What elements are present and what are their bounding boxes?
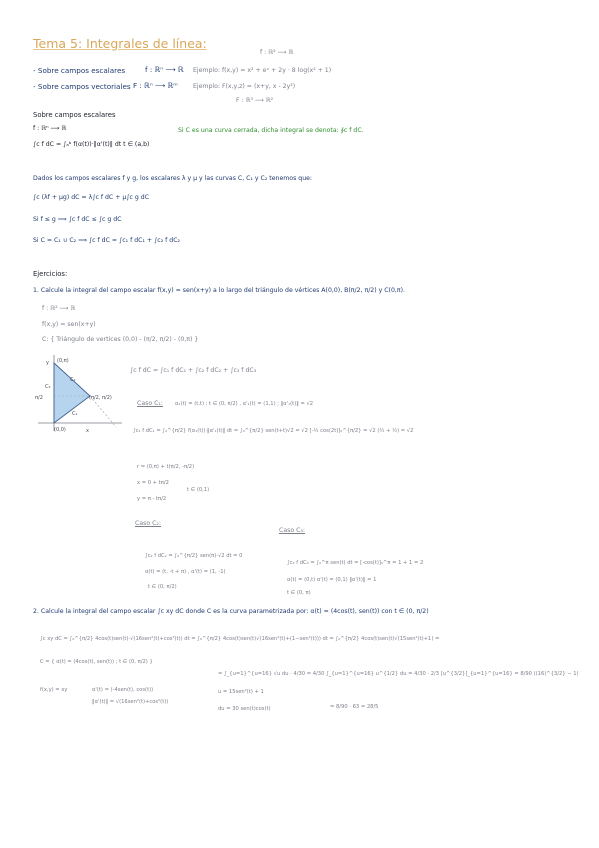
bullet-scalar-fields: - Sobre campos escalares bbox=[33, 66, 126, 75]
line-r: r = (0,π) + t(π/2, -π/2) bbox=[137, 464, 195, 470]
exercise-2-result: = 8/90 · 63 = 28/5 bbox=[330, 704, 379, 710]
scalar-heading: Sobre campos escalares bbox=[33, 111, 116, 119]
case-c1-integral: ∫c₁ f dC₁ = ∫₀^{π/2} f(α₁(t))·‖α'₁(t)‖ dt = ∫₀^{π/2} sen(t+t)√2 = √2 [-½ cos(2t)]₀^{π/2} = √2 (½ + ½) = √2 bbox=[133, 428, 414, 434]
bullet-vector-fields: - Sobre campos vectoriales bbox=[33, 82, 131, 91]
bullet-scalar-map: f : ℝⁿ ⟶ ℝ bbox=[145, 65, 184, 74]
property-linearity: ∫c (λf + μg) dC = λ∫c f dC + μ∫c g dC bbox=[33, 194, 150, 201]
label-c1: C₁ bbox=[72, 411, 78, 417]
line-x: x = 0 + tπ/2 bbox=[137, 480, 169, 486]
closed-curve-note: Si C es una curva cerrada, dicha integral se denota: ∮c f dC. bbox=[178, 127, 364, 134]
exercise-2-substitution: = ∫_{u=1}^{u=16} √u du · 4/30 = 4/30 ∫_{u=1}^{u=16} u^{1/2} du = 4/30 · 2/3 [u^{3/2}]_{u=1}^{u=16} = 8/90 ((16)^{3/2} − 1) bbox=[218, 671, 579, 677]
line-y: y = π - tπ/2 bbox=[137, 496, 167, 502]
bottom-map-note: F : ℝ³ ⟶ ℝ² bbox=[236, 97, 274, 104]
scalar-formula: ∫c f dC = ∫ₐᵇ f(α(t))·‖α'(t)‖ dt t ∈ (a,b) bbox=[33, 141, 150, 148]
property-monotonicity: Si f ≤ g ⟹ ∫c f dC ≤ ∫c g dC bbox=[33, 216, 122, 223]
case-c2-integral: ∫c₂ f dC₂ = ∫₀^{π/2} sen(π)·√2 dt = 0 bbox=[145, 553, 243, 559]
exercise-1-field: f(x,y) = sen(x+y) bbox=[42, 321, 96, 328]
exercise-1-statement: 1. Calcule la integral del campo escalar f(x,y) = sen(x+y) a lo largo del triángulo de vértices A(0,0), B(π/2, π/2) y C(0,π). bbox=[33, 287, 405, 294]
label-pi2: π/2 bbox=[35, 395, 43, 401]
case-c3-param: α(t) = (0,t) α'(t) = (0,1) ‖α'(t)‖ = 1 bbox=[287, 577, 377, 583]
line-t: t ∈ (0,1) bbox=[187, 487, 210, 493]
label-c3: C₃ bbox=[45, 384, 51, 390]
exercise-2-field: f(x,y) = xy bbox=[40, 687, 68, 693]
exercise-2-line1: ∫c xy dC = ∫₀^{π/2} 4cos(t)sen(t)·√(16sen²(t)+cos²(t)) dt = ∫₀^{π/2} 4cos(t)sen(t)√(16sen²(t)+(1−sen²(t))) dt = ∫₀^{π/2} 4cos(t)sen(t)√(15sen²(t)+1) = bbox=[40, 636, 440, 642]
case-c2-range: t ∈ (0, π/2) bbox=[148, 584, 177, 590]
case-c3-range: t ∈ (0, π) bbox=[287, 590, 311, 596]
exercise-2-statement: 2. Calcule la integral del campo escalar ∫c xy dC donde C es la curva parametrizada por: α(t) = (4cos(t), sen(t)) con t ∈ (0, π/2) bbox=[33, 608, 429, 615]
top-map-note: f : ℝ² ⟶ ℝ bbox=[260, 49, 294, 56]
case-c2-param: α(t) = (t, -t + π) , α'(t) = (1, -1) bbox=[145, 569, 226, 575]
exercise-2-norm: ‖α'(t)‖ = √(16sen²(t)+cos²(t)) bbox=[92, 699, 169, 705]
bullet-vector-example: Ejemplo: F(x,y,z) = (x+y, x - 2y²) bbox=[193, 83, 296, 90]
label-y: y bbox=[46, 360, 49, 366]
scalar-map: f : ℝⁿ ⟶ ℝ bbox=[33, 125, 67, 132]
exercise-1-map: f : ℝ² ⟶ ℝ bbox=[42, 305, 76, 312]
case-c3-integral: ∫c₃ f dC₃ = ∫₀^π sen(t) dt = [-cos(t)]₀^π = 1 + 1 = 2 bbox=[287, 560, 424, 566]
exercise-2-curve: C = { α(t) = (4cos(t), sen(t)) ; t ∈ (0, π/2) } bbox=[40, 659, 153, 665]
properties-intro: Dados los campos escalares f y g, los escalares λ y μ y las curvas C, C₁ y C₂ tenemos que: bbox=[33, 175, 313, 182]
label-x: x bbox=[86, 428, 89, 434]
case-c1-title: Caso C₁: bbox=[137, 400, 163, 407]
exercise-2-du: du = 30 sen(t)cos(t) bbox=[218, 706, 271, 712]
exercise-1-split: ∫c f dC = ∫c₁ f dC₁ + ∫c₂ f dC₂ + ∫c₃ f dC₃ bbox=[130, 367, 257, 374]
bullet-scalar-example: Ejemplo: f(x,y) = x² + eˣ + 2y · 8 log(x² + 1) bbox=[193, 67, 332, 74]
triangle-diagram bbox=[32, 355, 122, 445]
property-additivity: Si C = C₁ ∪ C₂ ⟹ ∫c f dC = ∫c₁ f dC₁ + ∫c₂ f dC₂ bbox=[33, 237, 181, 244]
page-title: Tema 5: Integrales de línea: bbox=[33, 36, 207, 51]
label-origin: (0,0) bbox=[54, 427, 66, 433]
case-c1-param: α₁(t) = (t,t) ; t ∈ (0, π/2) , α'₁(t) = (1,1) ; ‖α'₁(t)‖ = √2 bbox=[175, 401, 314, 407]
case-c3-title: Caso C₃: bbox=[279, 527, 305, 534]
case-c2-title: Caso C₂: bbox=[135, 520, 161, 527]
exercises-heading: Ejercicios: bbox=[33, 270, 68, 278]
exercise-2-derivative: α'(t) = (-4sen(t), cos(t)) bbox=[92, 687, 154, 693]
bullet-vector-map: F : ℝⁿ ⟶ ℝᵐ bbox=[133, 81, 178, 90]
label-b: (π/2, π/2) bbox=[89, 395, 112, 401]
label-c2: C₂ bbox=[70, 377, 76, 383]
exercise-2-u: u = 15sen²(t) + 1 bbox=[218, 689, 264, 695]
exercise-1-curve: C: { Triángulo de vertices (0,0) - (π/2, π/2) - (0,π) } bbox=[42, 336, 199, 343]
label-top: (0,π) bbox=[57, 358, 69, 364]
